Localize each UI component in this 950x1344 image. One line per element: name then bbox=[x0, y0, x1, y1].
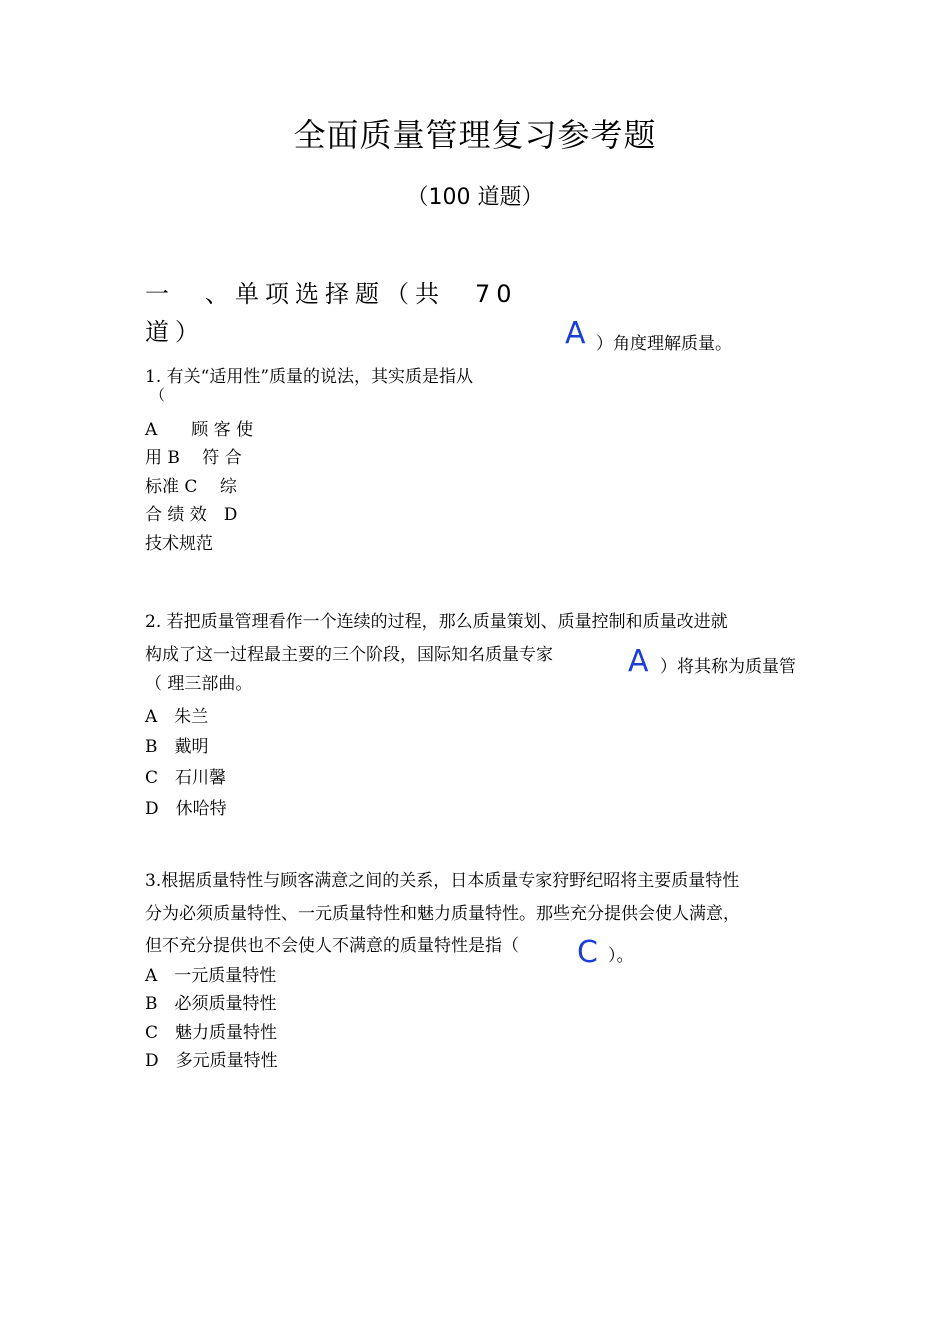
q1-option-line: 标准 C 综 bbox=[145, 477, 237, 497]
q1-answer: A bbox=[565, 316, 586, 351]
q2-tail: ）将其称为质量管 bbox=[660, 657, 796, 677]
q3-text-line2: 分为必须质量特性、一元质量特性和魅力质量特性。那些充分提供会使人满意， bbox=[145, 904, 740, 924]
document-subtitle: （100 道题） bbox=[406, 185, 544, 210]
section-heading-line1: 一 、单项选择题（共 70 bbox=[145, 280, 518, 308]
q1-text: 1. 有关“适用性”质量的说法，其实质是指从 bbox=[145, 367, 474, 387]
q3-tail: ）。 bbox=[608, 946, 634, 966]
q3-option-c: C 魅力质量特性 bbox=[145, 1023, 278, 1043]
q2-text-line1: 2. 若把质量管理看作一个连续的过程，那么质量策划、质量控制和质量改进就 bbox=[145, 612, 728, 632]
q2-option-a: A 朱兰 bbox=[145, 707, 209, 727]
q2-answer: A bbox=[628, 644, 649, 679]
q1-tail: ）角度理解质量。 bbox=[596, 334, 732, 354]
q2-option-d: D 休哈特 bbox=[145, 799, 227, 819]
document-title: 全面质量管理复习参考题 bbox=[293, 116, 657, 154]
q3-option-a: A 一元质量特性 bbox=[145, 966, 277, 986]
q2-option-c: C 石川馨 bbox=[145, 768, 227, 788]
q1-option-line: A 顾 客 使 bbox=[145, 420, 254, 440]
q1-paren: （ bbox=[150, 386, 166, 404]
q2-text-line3: （ 理三部曲。 bbox=[145, 674, 253, 694]
q1-option-line: 用 B 符 合 bbox=[145, 448, 242, 468]
q3-text-line3: 但不充分提供也不会使人不满意的质量特性是指（ bbox=[145, 936, 519, 956]
q3-text-line1: 3.根据质量特性与顾客满意之间的关系，日本质量专家狩野纪昭将主要质量特性 bbox=[145, 871, 740, 891]
section-heading-line2: 道） bbox=[145, 318, 205, 346]
q3-option-b: B 必须质量特性 bbox=[145, 994, 277, 1014]
q3-answer: C bbox=[577, 935, 598, 970]
q1-option-line: 技术规范 bbox=[145, 534, 213, 554]
q3-option-d: D 多元质量特性 bbox=[145, 1051, 278, 1071]
q2-option-b: B 戴明 bbox=[145, 737, 209, 757]
q1-option-line: 合 绩 效 D bbox=[145, 505, 238, 525]
q2-text-line2: 构成了这一过程最主要的三个阶段，国际知名质量专家 bbox=[145, 645, 553, 665]
